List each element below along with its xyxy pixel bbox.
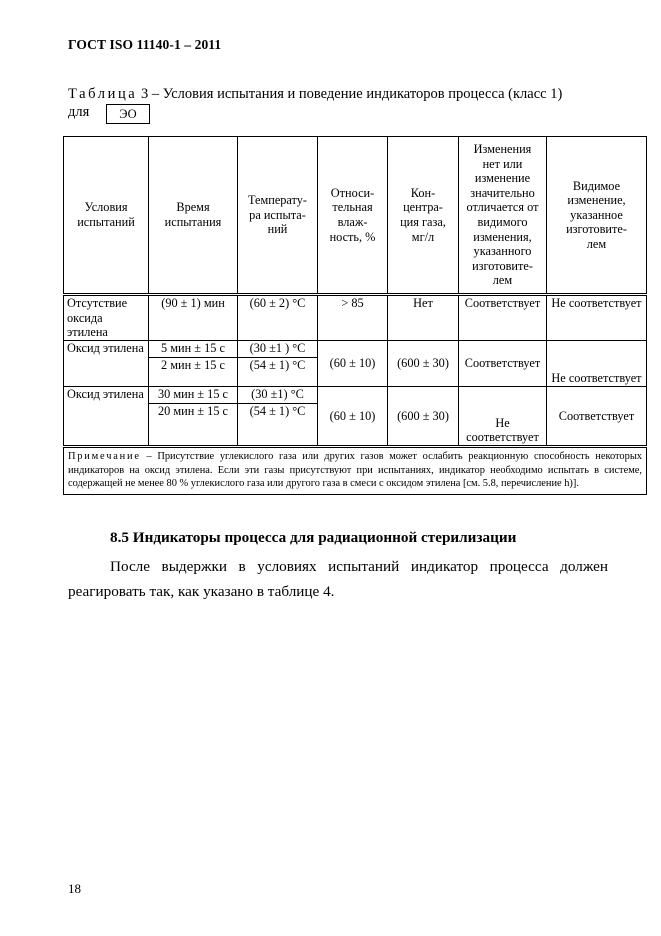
header-no-change: Изменения нет или изменение значительно отличается от видимого изменения, указанного изготовите- лем — [459, 137, 547, 295]
cell-visible-change: Не соответствует — [547, 341, 647, 387]
cell-temperature: (60 ± 2) °С — [238, 295, 318, 341]
cell-times — [149, 387, 238, 447]
table-header-row — [64, 137, 647, 295]
table-row — [64, 295, 647, 341]
cell-no-change: Соответствует — [459, 295, 547, 341]
header-visible-change: Видимое изменение, указанное изготовите- лем — [547, 137, 647, 295]
cell-temperatures — [238, 387, 318, 447]
section-heading: 8.5 Индикаторы процесса для радиационной стерилизации — [110, 529, 517, 546]
cell-visible-change: Соответствует — [547, 387, 647, 447]
table-row — [64, 341, 647, 387]
cell-gas: (600 ± 30) — [388, 387, 459, 447]
table-note — [64, 447, 647, 495]
cell-temperature: (30 ±1) °С — [238, 387, 317, 404]
table-caption-label: Таблица — [68, 86, 138, 102]
cell-no-change: Не соответствует — [459, 387, 547, 447]
cell-time: 5 мин ± 15 с — [149, 341, 237, 358]
cell-temperature: (30 ±1 ) °С — [238, 341, 317, 358]
cell-humidity: (60 ± 10) — [318, 387, 388, 447]
cell-time: 2 мин ± 15 с — [161, 358, 225, 372]
header-gas-concentration: Кон- центра- ция газа, мг/л — [388, 137, 459, 295]
table-note-row — [64, 447, 647, 495]
cell-temperature: (54 ± 1) °С — [249, 404, 306, 418]
table-caption-for: для — [68, 104, 90, 120]
note-label: Примечание — [68, 451, 141, 462]
cell-gas: (600 ± 30) — [388, 341, 459, 387]
cell-humidity: (60 ± 10) — [318, 341, 388, 387]
cell-no-change: Соответствует — [459, 341, 547, 387]
cell-time: (90 ± 1) мин — [149, 295, 238, 341]
cell-time: 30 мин ± 15 с — [149, 387, 237, 404]
cell-condition: Отсутствие оксида этилена — [64, 295, 149, 341]
cell-humidity: > 85 — [318, 295, 388, 341]
cell-time: 20 мин ± 15 с — [157, 404, 229, 418]
header-time: Время испытания — [149, 137, 238, 295]
cell-temperatures — [238, 341, 318, 387]
conditions-table — [63, 136, 647, 495]
sterilant-box: ЭО — [106, 104, 150, 124]
cell-gas: Нет — [388, 295, 459, 341]
note-text: – Присутствие углекислого газа или других газов может ослабить реакционную способность некоторых индикаторов на оксид этилена. Если эти газы присутствуют при испытаниях, индикатор необходимо испытать в системе, содержащей не менее 80 % углекислого газа или другого газа в смеси с оксидом этилена [см. 5.8, перечисление h)]. — [68, 451, 642, 489]
cell-temperature: (54 ± 1) °С — [249, 358, 306, 372]
table-caption-text: 3 – Условия испытания и поведение индикаторов процесса (класс 1) — [137, 86, 563, 102]
table-row — [64, 387, 647, 447]
header-temperature: Температу- ра испыта- ний — [238, 137, 318, 295]
cell-times — [149, 341, 238, 387]
page-number: 18 — [68, 881, 81, 896]
cell-condition: Оксид этилена — [64, 341, 149, 387]
body-paragraph: После выдержки в условиях испытаний индикатор процесса должен реагировать так, как указано в таблице 4. — [68, 558, 608, 600]
header-humidity: Относи- тельная влаж- ность, % — [318, 137, 388, 295]
header-conditions: Условия испытаний — [64, 137, 149, 295]
cell-visible-change: Не соответствует — [547, 295, 647, 341]
document-header: ГОСТ ISO 11140-1 – 2011 — [68, 37, 222, 52]
table-caption — [68, 86, 562, 103]
cell-condition: Оксид этилена — [64, 387, 149, 447]
